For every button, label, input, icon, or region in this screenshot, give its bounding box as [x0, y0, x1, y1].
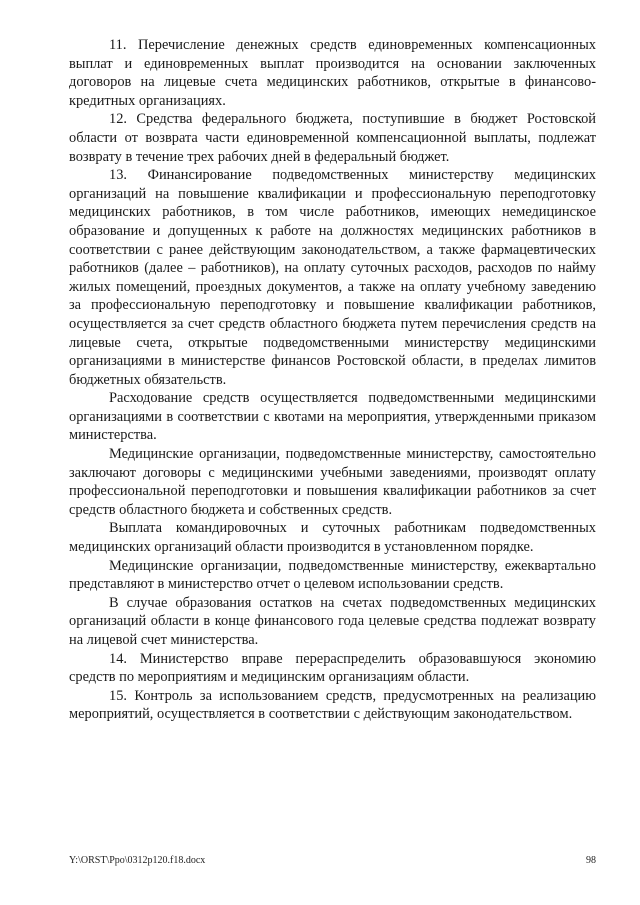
- paragraph-spending: Расходование средств осуществляется подведомственными медицинскими организациями в соответствии с квотами на мероприятия, утвержденными приказом министерства.: [69, 390, 596, 444]
- paragraph-12: 12. Средства федерального бюджета, поступившие в бюджет Ростовской области от возврата части единовременной компенсационной выплаты, подлежат возврату в течение трех рабочих дней в федеральный бюджет.: [69, 111, 596, 165]
- paragraph-11: 11. Перечисление денежных средств единовременных компенсационных выплат и единовременных выплат производится на основании заключенных договоров на лицевые счета медицинских работников, открытые в финансово-кредитных организациях.: [69, 37, 596, 109]
- paragraph-remaining-funds: В случае образования остатков на счетах подведомственных медицинских организаций области в конце финансового года целевые средства подлежат возврату на лицевой счет министерства.: [69, 594, 596, 648]
- paragraph-contracts: Медицинские организации, подведомственные министерству, самостоятельно заключают договоры с медицинскими учебными заведениями, производят оплату профессиональной переподготовки и повышения квалификации работников за счет средств областного бюджета и собственных средств.: [69, 446, 596, 518]
- paragraph-13: 13. Финансирование подведомственных министерству медицинских организаций на повышение квалификации и профессиональную переподготовку медицинских работников, в том числе работников, имеющих немедицинское образование и допущенных к работе на должностях медицинских работников в соответствии с ранее действующим законодательством, а также фармацевтических работников (далее – работников), на оплату суточных расходов, расходов по найму жилых помещений, проездных документов, а также на оплату учебному заведению за профессиональную переподготовку и повышение квалификации работников, осуществляется за счет средств областного бюджета путем перечисления средств на лицевые счета, открытые подведомственными министерству медицинскими организациями в министерстве финансов Ростовской области, в пределах лимитов бюджетных обязательств.: [69, 167, 596, 388]
- paragraph-14: 14. Министерство вправе перераспределить образовавшуюся экономию средств по мероприятиям и медицинским организациям области.: [69, 650, 596, 686]
- paragraph-travel-payments: Выплата командировочных и суточных работникам подведомственных медицинских организаций области производится в установленном порядке.: [69, 520, 596, 556]
- paragraph-15: 15. Контроль за использованием средств, предусмотренных на реализацию мероприятий, осуществляется в соответствии с действующим законодательством.: [69, 687, 596, 723]
- paragraph-quarterly-report: Медицинские организации, подведомственные министерству, ежеквартально представляют в министерство отчет о целевом использовании средств.: [69, 557, 596, 593]
- page-number: 98: [586, 855, 596, 866]
- document-body: [69, 36, 596, 724]
- file-path: Y:\ORST\Ppo\0312p120.f18.docx: [69, 855, 206, 866]
